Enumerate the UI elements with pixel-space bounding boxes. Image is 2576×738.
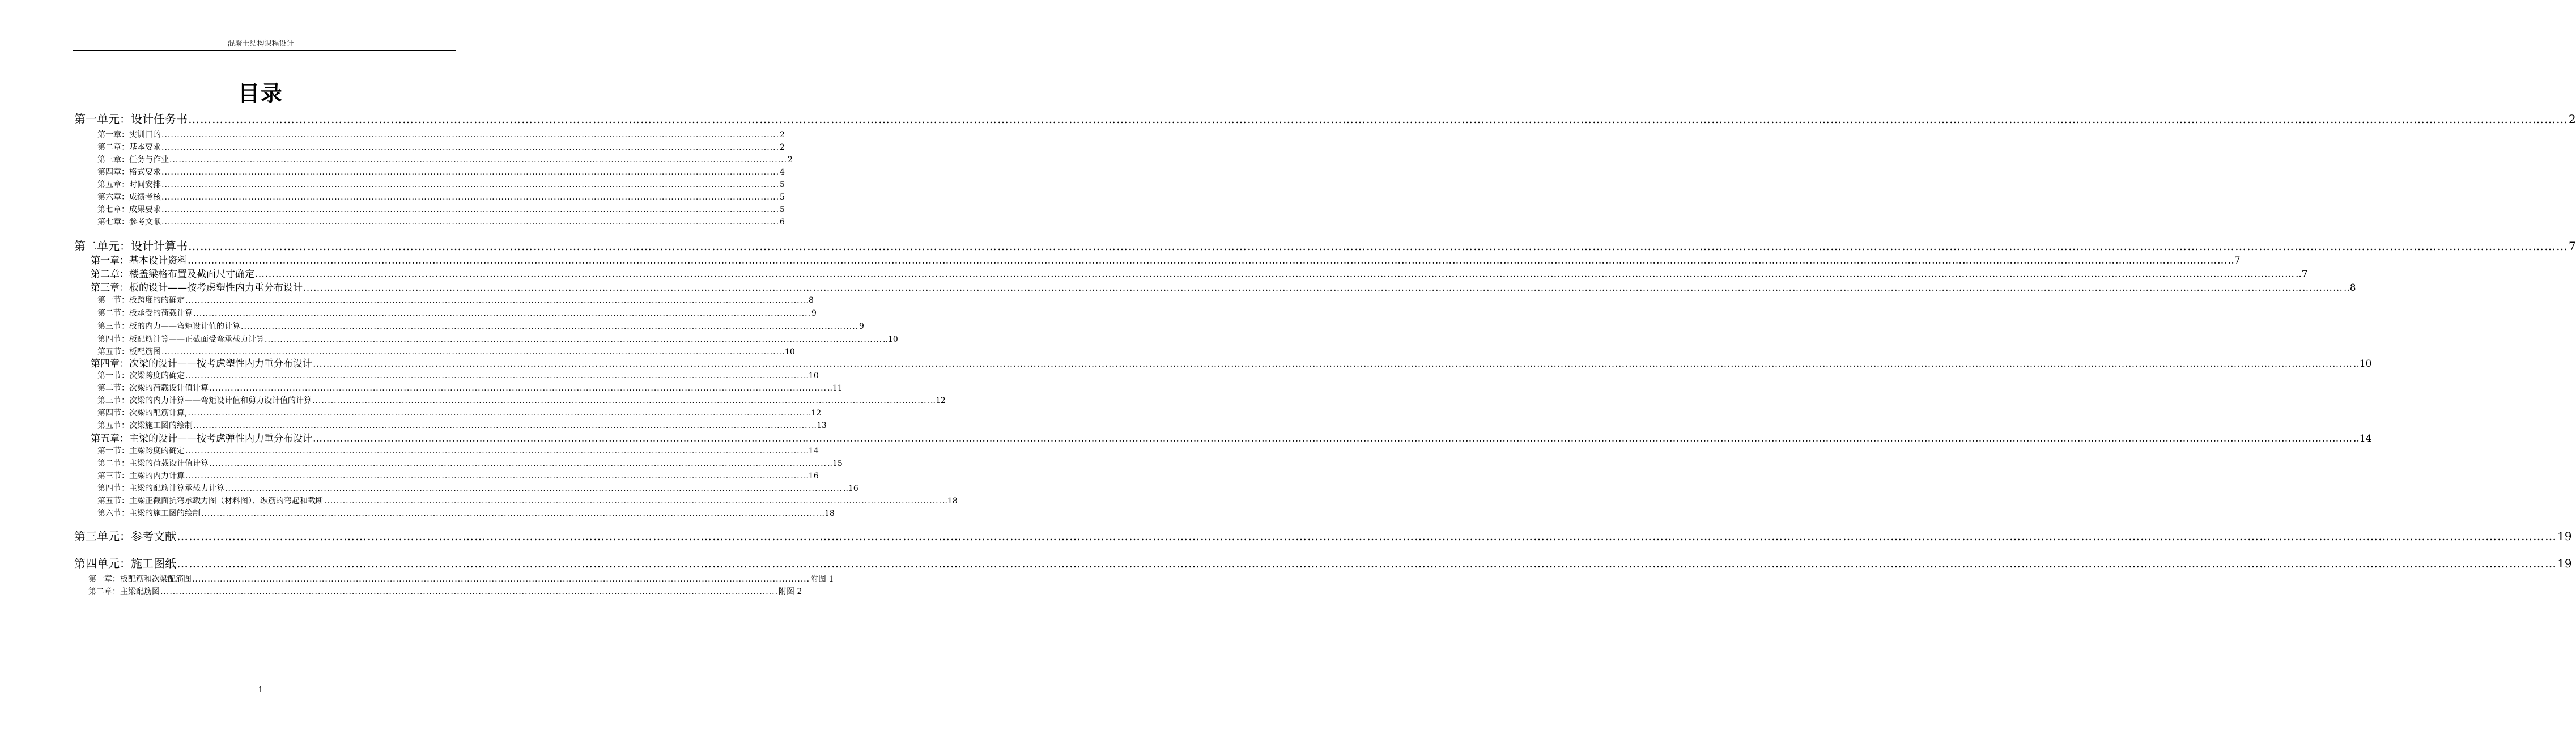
toc-entry-title: 第一单元：设计任务书 [74,112,188,126]
toc-entry[interactable] [97,217,785,228]
toc-entry[interactable] [97,370,819,381]
toc-entry-title: 第四章：格式要求 [97,168,161,177]
toc-entry[interactable] [97,395,946,406]
toc-page-number: ..7 [2228,255,2241,266]
toc-entry-title: 第四节：次梁的配筋计算, [97,409,188,418]
toc-entry-title: 第二章：主梁配筋图 [88,587,160,596]
toc-entry-title: 第三章：板的设计——按考虑塑性内力重分布设计 [91,282,303,294]
toc-leader-dots: …………………………………………………………………………………………………………………………………………………………………………………………………………………………………………………………………………………………………………………………………………………………………………………………………………………………………………………………………………………………………………………………………………………… [188,255,2228,266]
toc-page-number: ..14 [2353,433,2372,444]
toc-entry[interactable] [97,446,819,457]
toc-page-number: ..15 [827,459,843,468]
toc-page-number: 6 [780,218,785,227]
toc-leader-dots: ........................................................................................................................................................................................................ [161,205,780,214]
toc-page-number: 19 [2557,557,2572,570]
toc-page-number: 2 [780,143,785,152]
toc-entry-title: 第五节：次梁施工图的绘制 [97,421,193,430]
toc-entry-title: 第三节：板的内力——弯矩设计值的计算 [97,322,240,331]
toc-entry[interactable] [97,495,958,507]
toc-entry-title: 第二章：楼盖梁格布置及截面尺寸确定 [91,269,254,280]
toc-title: 目录 [237,80,283,106]
toc-page-number: 附图 2 [779,587,802,596]
toc-entry[interactable] [97,204,785,215]
toc-leader-dots: ........................................................................................................................................................................................................ [160,587,779,596]
toc-entry-title: 第三节：次梁的内力计算——弯矩设计值和剪力设计值的计算 [97,396,312,405]
toc-entry[interactable] [88,586,802,597]
toc-leader-dots: ........................................................................................................................................................................................................ [161,218,780,227]
toc-page-number: ..8 [804,296,814,305]
toc-entry[interactable] [97,321,864,332]
toc-entry[interactable] [97,470,819,482]
toc-entry[interactable] [91,432,2372,445]
toc-leader-dots: ........................................................................................................................................................................................................ [185,371,804,380]
toc-entry-title: 第二节：次梁的荷载设计值计算 [97,384,209,393]
toc-entry[interactable] [97,408,822,419]
toc-entry[interactable] [97,334,898,345]
toc-entry[interactable] [91,268,2308,281]
toc-entry-title: 第一章：基本设计资料 [91,255,187,266]
toc-unit[interactable] [74,239,2576,253]
page-number: - 1 - [253,686,268,694]
toc-leader-dots: ........................................................................................................................................................................................................ [185,472,804,481]
toc-entry-title: 第二节：主梁的荷载设计值计算 [97,459,209,468]
toc-leader-dots: …………………………………………………………………………………………………………………………………………………………………………………………………………………………………………………………………………………………………………………………………………………………………………………………………………………………………………………………………………………………………………………………………………………… [303,282,2343,294]
toc-leader-dots: …………………………………………………………………………………………………………………………………………………………………………………………………………………………………………………………………………………………………………………………………………………………………………………………………………………………………………………………………………………………………………………………………………………… [188,239,2568,253]
toc-page-number: ..7 [2296,269,2308,280]
toc-page-number: 7 [2569,239,2576,253]
toc-entry-title: 第一章：实训目的 [97,130,161,139]
toc-entry[interactable] [97,142,785,153]
toc-page-number: 5 [780,193,785,202]
toc-entry-title: 第四单元：施工图纸 [74,557,176,570]
toc-entry-title: 第四节：主梁的配筋计算承载力计算 [97,484,224,493]
toc-leader-dots: …………………………………………………………………………………………………………………………………………………………………………………………………………………………………………………………………………………………………………………………………………………………………………………………………………………………………………………………………………………………………………………………………………………… [177,557,2557,570]
toc-entry-title: 第一节：次梁跨度的确定 [97,371,185,380]
toc-entry[interactable] [97,483,858,494]
toc-leader-dots: ........................................................................................................................................................................................................ [312,396,930,405]
toc-leader-dots: ........................................................................................................................................................................................................ [209,459,827,468]
toc-entry-title: 第五章：时间安排 [97,180,161,189]
toc-entry[interactable] [88,574,834,585]
toc-page-number: 5 [780,205,785,214]
toc-page-number: ..10 [2353,358,2372,370]
toc-entry[interactable] [97,129,785,141]
toc-page-number: ..14 [804,447,819,456]
toc-entry-title: 第五节：板配筋图 [97,347,161,357]
toc-page-number: 19 [2557,529,2572,543]
toc-leader-dots: ........................................................................................................................................................................................................ [209,384,827,393]
toc-leader-dots: ........................................................................................................................................................................................................ [161,347,780,357]
toc-entry[interactable] [97,154,793,166]
toc-entry[interactable] [97,179,785,190]
toc-entry-title: 第七章：参考文献 [97,218,161,227]
toc-page-number: ..18 [819,509,835,518]
toc-leader-dots: …………………………………………………………………………………………………………………………………………………………………………………………………………………………………………………………………………………………………………………………………………………………………………………………………………………………………………………………………………………………………………………………………………………… [177,529,2557,543]
toc-page-number: ..10 [804,371,819,380]
toc-page-number: ..11 [827,384,843,393]
toc-leader-dots: ........................................................................................................................................................................................................ [161,193,780,202]
toc-page-number: 9 [811,309,817,318]
toc-entry-title: 第三章：任务与作业 [97,155,169,164]
toc-leader-dots: ........................................................................................................................................................................................................ [193,309,811,318]
toc-entry-title: 第六章：成绩考核 [97,193,161,202]
toc-entry-title: 第三单元：参考文献 [74,529,176,543]
toc-leader-dots: ........................................................................................................................................................................................................ [169,155,788,164]
toc-leader-dots: ........................................................................................................................................................................................................ [188,409,806,418]
toc-page-number: ..10 [780,347,795,357]
toc-page-number: 附图 1 [810,575,834,584]
toc-page-number: 2 [2569,112,2576,126]
toc-entry[interactable] [97,295,814,306]
toc-page-number: 9 [859,322,864,331]
toc-entry[interactable] [97,508,835,519]
toc-entry-title: 第五章：主梁的设计——按考虑弹性内力重分布设计 [91,433,312,444]
running-header: 混凝土结构课程设计 [227,40,294,48]
toc-entry-title: 第四章：次梁的设计——按考虑塑性内力重分布设计 [91,358,312,370]
toc-entry-title: 第四节：板配筋计算——正截面受弯承载力计算 [97,335,264,344]
toc-page-number: ..10 [883,335,898,344]
toc-leader-dots: ........................................................................................................................................................................................................ [161,130,780,139]
toc-entry[interactable] [97,308,817,319]
toc-entry[interactable] [97,420,827,431]
toc-entry[interactable] [97,458,843,469]
toc-page-number: ..13 [811,421,827,430]
toc-entry-title: 第二节：板承受的荷载计算 [97,309,193,318]
toc-page-number: ..8 [2344,282,2356,294]
toc-leader-dots: ........................................................................................................................................................................................................ [193,421,811,430]
toc-leader-dots: ........................................................................................................................................................................................................ [185,296,804,305]
toc-entry-title: 第五节：主梁正截面抗弯承载力图（材料图）、纵筋的弯起和截断 [97,497,324,506]
toc-unit[interactable] [74,556,2572,571]
toc-leader-dots: ........................................................................................................................................................................................................ [192,575,810,584]
toc-unit[interactable] [74,112,2576,126]
toc-entry[interactable] [91,255,2241,267]
toc-leader-dots: ........................................................................................................................................................................................................ [185,447,804,456]
toc-entry[interactable] [97,192,785,203]
toc-leader-dots: ........................................................................................................................................................................................................ [161,180,780,189]
toc-entry[interactable] [91,282,2356,294]
toc-entry-title: 第二章：基本要求 [97,143,161,152]
toc-entry[interactable] [97,167,785,178]
toc-entry-title: 第一节：板跨度的的确定 [97,296,185,305]
toc-leader-dots: …………………………………………………………………………………………………………………………………………………………………………………………………………………………………………………………………………………………………………………………………………………………………………………………………………………………………………………………………………………………………………………………………………………… [313,433,2353,444]
toc-page-number: ..18 [942,497,958,506]
toc-leader-dots: ........................................................................................................................................................................................................ [225,484,843,493]
toc-page-number: 5 [780,180,785,189]
toc-page-number: ..16 [843,484,858,493]
toc-leader-dots: ........................................................................................................................................................................................................ [201,509,819,518]
toc-page-number: ..12 [930,396,946,405]
toc-entry-title: 第三节：主梁的内力计算 [97,472,185,481]
toc-page-number: 2 [788,155,793,164]
toc-page-number: ..16 [804,472,819,481]
toc-entry[interactable] [97,346,795,358]
toc-page-number: 4 [780,168,785,177]
toc-page-number: ..12 [806,409,822,418]
toc-leader-dots: ........................................................................................................................................................................................................ [161,143,780,152]
toc-leader-dots: ........................................................................................................................................................................................................ [241,322,859,331]
toc-leader-dots: …………………………………………………………………………………………………………………………………………………………………………………………………………………………………………………………………………………………………………………………………………………………………………………………………………………………………………………………………………………………………………………………………………………… [313,358,2353,370]
toc-entry[interactable] [91,358,2372,370]
toc-entry[interactable] [97,383,843,394]
toc-entry-title: 第一节：主梁跨度的确定 [97,447,185,456]
toc-page-number: 2 [780,130,785,139]
toc-leader-dots: ........................................................................................................................................................................................................ [161,168,780,177]
toc-leader-dots: ........................................................................................................................................................................................................ [324,497,942,506]
toc-entry-title: 第七章：成果要求 [97,205,161,214]
toc-entry-title: 第一章：板配筋和次梁配筋图 [88,575,192,584]
toc-entry-title: 第六节：主梁的施工图的绘制 [97,509,201,518]
toc-leader-dots: ........................................................................................................................................................................................................ [265,335,883,344]
toc-leader-dots: …………………………………………………………………………………………………………………………………………………………………………………………………………………………………………………………………………………………………………………………………………………………………………………………………………………………………………………………………………………………………………………………………………………… [255,269,2295,280]
toc-entry-title: 第二单元：设计计算书 [74,239,188,253]
toc-leader-dots: …………………………………………………………………………………………………………………………………………………………………………………………………………………………………………………………………………………………………………………………………………………………………………………………………………………………………………………………………………………………………………………………………………………… [188,112,2568,126]
toc-unit[interactable] [74,529,2572,544]
